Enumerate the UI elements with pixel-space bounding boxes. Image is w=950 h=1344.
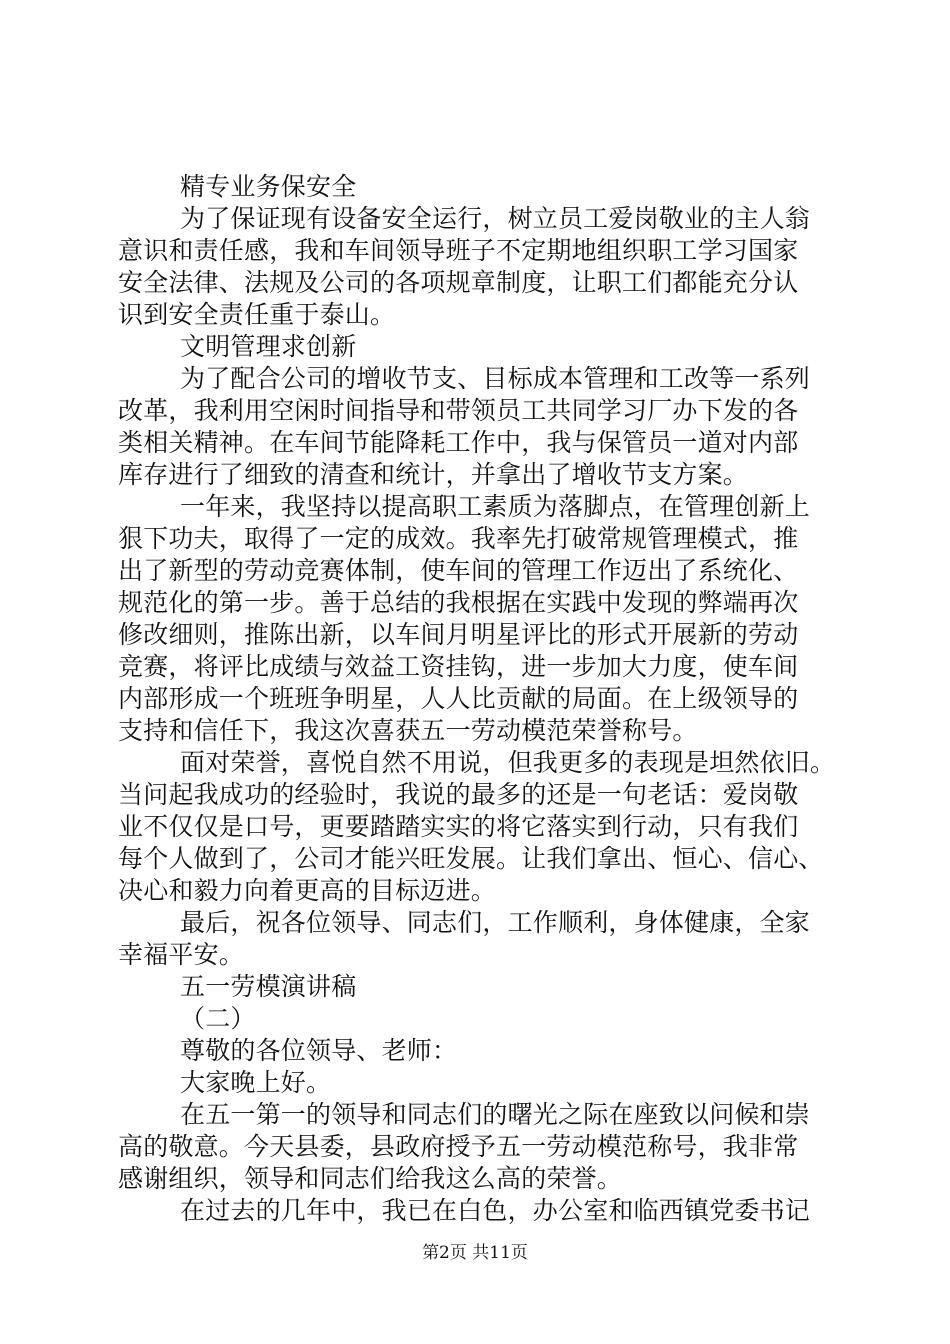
text-line: 规范化的第一步。善于总结的我根据在实践中发现的弊端再次	[118, 588, 799, 617]
text-line: （二）	[180, 1004, 256, 1033]
text-line: 每个人做到了，公司才能兴旺发展。让我们拿出、恒心、信心、	[118, 844, 824, 873]
text-line: 库存进行了细致的清查和统计，并拿出了增收节支方案。	[118, 460, 749, 489]
page-footer: 第2页 共11页	[422, 1243, 528, 1263]
text-line: 最后，祝各位领导、同志们，工作顺利，身体健康，全家	[180, 908, 811, 937]
text-line: 为了配合公司的增收节支、目标成本管理和工改等一系列	[180, 364, 811, 393]
text-line: 高的敬意。今天县委，县政府授予五一劳动模范称号，我非常	[118, 1132, 799, 1161]
text-line: 精专业务保安全	[180, 172, 357, 201]
text-line: 一年来，我坚持以提高职工素质为落脚点，在管理创新上	[180, 492, 811, 521]
text-line: 决心和毅力向着更高的目标迈进。	[118, 876, 497, 905]
text-line: 内部形成一个班班争明星，人人比贡献的局面。在上级领导的	[118, 684, 799, 713]
text-line: 修改细则，推陈出新，以车间月明星评比的形式开展新的劳动	[118, 620, 799, 649]
text-line: 意识和责任感，我和车间领导班子不定期地组织职工学习国家	[118, 236, 799, 265]
text-line: 在五一第一的领导和同志们的曙光之际在座致以问候和崇	[180, 1100, 811, 1129]
text-line: 五一劳模演讲稿	[180, 972, 357, 1001]
text-line: 在过去的几年中，我已在白色，办公室和临西镇党委书记	[180, 1196, 811, 1225]
text-line: 幸福平安。	[118, 940, 245, 969]
text-line: 安全法律、法规及公司的各项规章制度，让职工们都能充分认	[118, 268, 799, 297]
text-line: 识到安全责任重于泰山。	[118, 300, 396, 329]
text-line: 狠下功夫，取得了一定的成效。我率先打破常规管理模式，推	[118, 524, 799, 553]
text-line: 感谢组织，领导和同志们给我这么高的荣誉。	[118, 1164, 623, 1193]
text-line: 出了新型的劳动竞赛体制，使车间的管理工作迈出了系统化、	[118, 556, 799, 585]
text-line: 面对荣誉，喜悦自然不用说，但我更多的表现是坦然依旧。	[180, 748, 836, 777]
text-line: 改革，我利用空闲时间指导和带领员工共同学习厂办下发的各	[118, 396, 799, 425]
text-line: 支持和信任下，我这次喜获五一劳动模范荣誉称号。	[118, 716, 698, 745]
text-line: 文明管理求创新	[180, 332, 357, 361]
text-line: 大家晚上好。	[180, 1068, 332, 1097]
text-line: 业不仅仅是口号，更要踏踏实实的将它落实到行动，只有我们	[118, 812, 799, 841]
text-line: 类相关精神。在车间节能降耗工作中，我与保管员一道对内部	[118, 428, 799, 457]
document-body	[118, 171, 840, 1227]
text-line: 当问起我成功的经验时，我说的最多的还是一句老话：爱岗敬	[118, 780, 799, 809]
text-line: 竞赛，将评比成绩与效益工资挂钩，进一步加大力度，使车间	[118, 652, 799, 681]
text-line: 为了保证现有设备安全运行，树立员工爱岗敬业的主人翁	[180, 204, 811, 233]
text-line: 尊敬的各位领导、老师：	[180, 1036, 458, 1065]
